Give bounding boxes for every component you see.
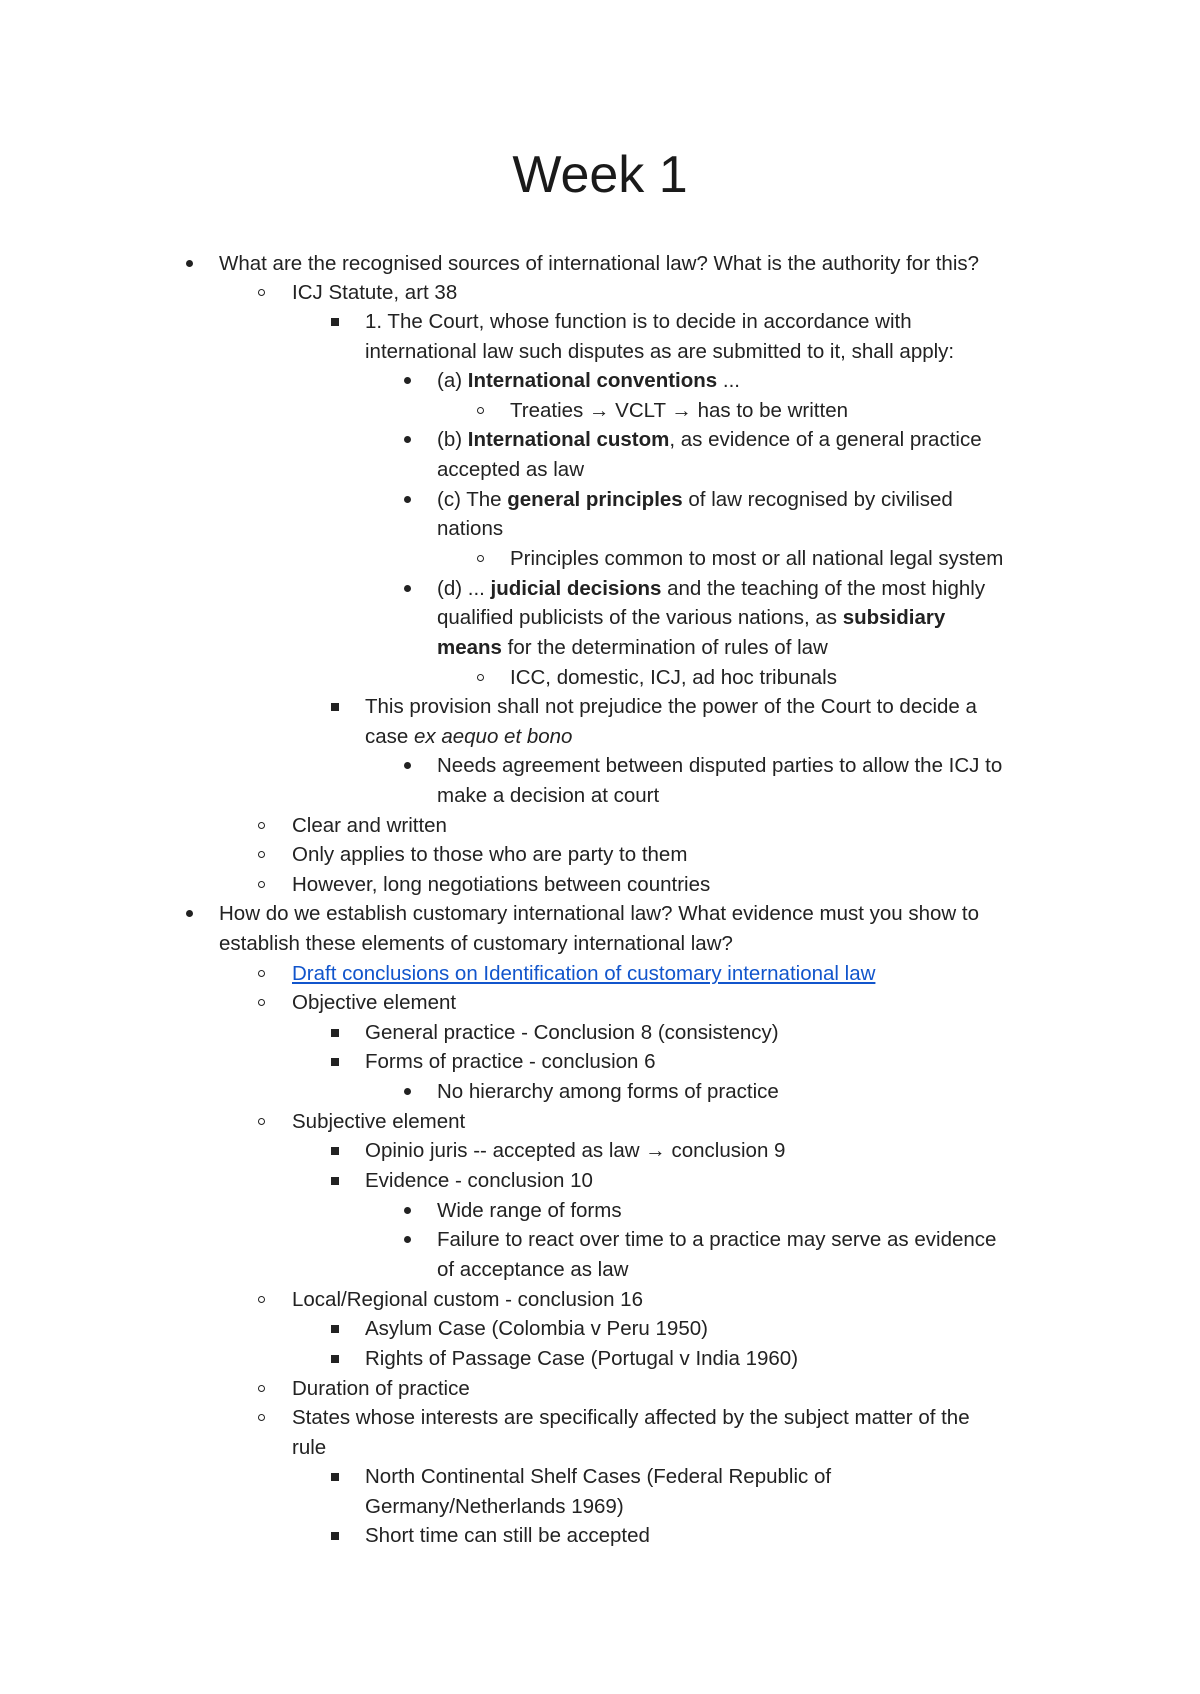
list-item-provision-cont: case ex aequo et bono: [365, 725, 573, 748]
list-item-tribunals: ICC, domestic, ICJ, ad hoc tribunals: [510, 666, 837, 689]
list-item-opinio-juris: Opinio juris -- accepted as law → conclusion 9: [365, 1139, 786, 1162]
bullet-disc: [404, 1236, 411, 1243]
bullet-square: [331, 1355, 339, 1363]
list-item-subjective: Subjective element: [292, 1110, 466, 1133]
list-item-judicial-cont: qualified publicists of the various nations, as subsidiary: [437, 606, 946, 629]
list-item-general-practice: General practice - Conclusion 8 (consistency): [365, 1021, 779, 1044]
list-item-article-text-cont: international law such disputes as are submitted to it, shall apply:: [365, 340, 955, 363]
bullet-square: [331, 703, 339, 711]
bullet-circle: [258, 851, 265, 858]
bullet-circle: [258, 999, 265, 1006]
list-item-question-2: How do we establish customary international law? What evidence must you show to: [219, 902, 980, 925]
draft-conclusions-link[interactable]: Draft conclusions on Identification of customary international law: [292, 962, 876, 985]
list-item-failure-react-cont: of acceptance as law: [437, 1258, 629, 1281]
bullet-circle: [477, 555, 484, 562]
list-item-principles-note: Principles common to most or all national legal system: [510, 547, 1004, 570]
bullet-square: [331, 1532, 339, 1540]
list-item-evidence: Evidence - conclusion 10: [365, 1169, 593, 1192]
list-item-article-text: 1. The Court, whose function is to decide in accordance with: [365, 310, 912, 333]
bullet-disc: [404, 585, 411, 592]
list-item-wide-range: Wide range of forms: [437, 1199, 622, 1222]
bullet-square: [331, 1325, 339, 1333]
bullet-disc: [404, 377, 411, 384]
list-item-icj-statute: ICJ Statute, art 38: [292, 281, 458, 304]
list-item-duration: Duration of practice: [292, 1377, 470, 1400]
list-item-affected-states-cont: rule: [292, 1436, 327, 1459]
list-item-shelf-cases-cont: Germany/Netherlands 1969): [365, 1495, 624, 1518]
list-item-negotiations: However, long negotiations between countries: [292, 873, 711, 896]
list-item-custom: (b) International custom, as evidence of a general practice: [437, 428, 982, 451]
bullet-square: [331, 1473, 339, 1481]
list-item-provision: This provision shall not prejudice the power of the Court to decide a: [365, 695, 977, 718]
list-item-shelf-cases: North Continental Shelf Cases (Federal Republic of: [365, 1465, 832, 1488]
list-item-conventions: (a) International conventions ...: [437, 369, 740, 392]
bullet-square: [331, 1177, 339, 1185]
bullet-circle: [477, 407, 484, 414]
bullet-circle: [258, 822, 265, 829]
list-item-passage-case: Rights of Passage Case (Portugal v India 1960): [365, 1347, 799, 1370]
bullet-square: [331, 1058, 339, 1066]
list-item-failure-react: Failure to react over time to a practice may serve as evidence: [437, 1228, 997, 1251]
bullet-disc: [404, 762, 411, 769]
bullet-circle: [258, 881, 265, 888]
list-item-principles-cont: nations: [437, 517, 504, 540]
list-item-agreement: Needs agreement between disputed parties to allow the ICJ to: [437, 754, 1003, 777]
list-item-hierarchy: No hierarchy among forms of practice: [437, 1080, 779, 1103]
bullet-circle: [258, 1118, 265, 1125]
list-item-question-2-cont: establish these elements of customary international law?: [219, 932, 733, 955]
list-item-clear-written: Clear and written: [292, 814, 447, 837]
bullet-square: [331, 1029, 339, 1037]
list-item-asylum-case: Asylum Case (Colombia v Peru 1950): [365, 1317, 708, 1340]
bullet-disc: [404, 496, 411, 503]
bullet-square: [331, 318, 339, 326]
list-item-forms-practice: Forms of practice - conclusion 6: [365, 1050, 656, 1073]
list-item-agreement-cont: make a decision at court: [437, 784, 660, 807]
list-item-treaties: Treaties → VCLT → has to be written: [510, 399, 848, 422]
bullet-circle: [258, 1414, 265, 1421]
bullet-circle: [258, 1296, 265, 1303]
bullet-disc: [404, 1207, 411, 1214]
list-item-judicial: (d) ... judicial decisions and the teaching of the most highly: [437, 577, 986, 600]
bullet-disc: [186, 260, 193, 267]
bullet-circle: [477, 674, 484, 681]
list-item-question-1: What are the recognised sources of international law? What is the authority for this?: [219, 252, 980, 275]
bullet-circle: [258, 970, 265, 977]
list-item-judicial-cont-2: means for the determination of rules of law: [437, 636, 828, 659]
page-title: Week 1: [512, 146, 688, 204]
bullet-circle: [258, 1385, 265, 1392]
list-item-local-custom: Local/Regional custom - conclusion 16: [292, 1288, 643, 1311]
list-item-objective: Objective element: [292, 991, 457, 1014]
bullet-disc: [186, 910, 193, 917]
bullet-disc: [404, 1088, 411, 1095]
bullet-circle: [258, 289, 265, 296]
list-item-short-time: Short time can still be accepted: [365, 1524, 650, 1547]
list-item-custom-cont: accepted as law: [437, 458, 585, 481]
list-item-affected-states: States whose interests are specifically affected by the subject matter of the: [292, 1406, 970, 1429]
bullet-square: [331, 1147, 339, 1155]
bullet-disc: [404, 436, 411, 443]
list-item-principles: (c) The general principles of law recognised by civilised: [437, 488, 953, 511]
list-item-party: Only applies to those who are party to them: [292, 843, 688, 866]
